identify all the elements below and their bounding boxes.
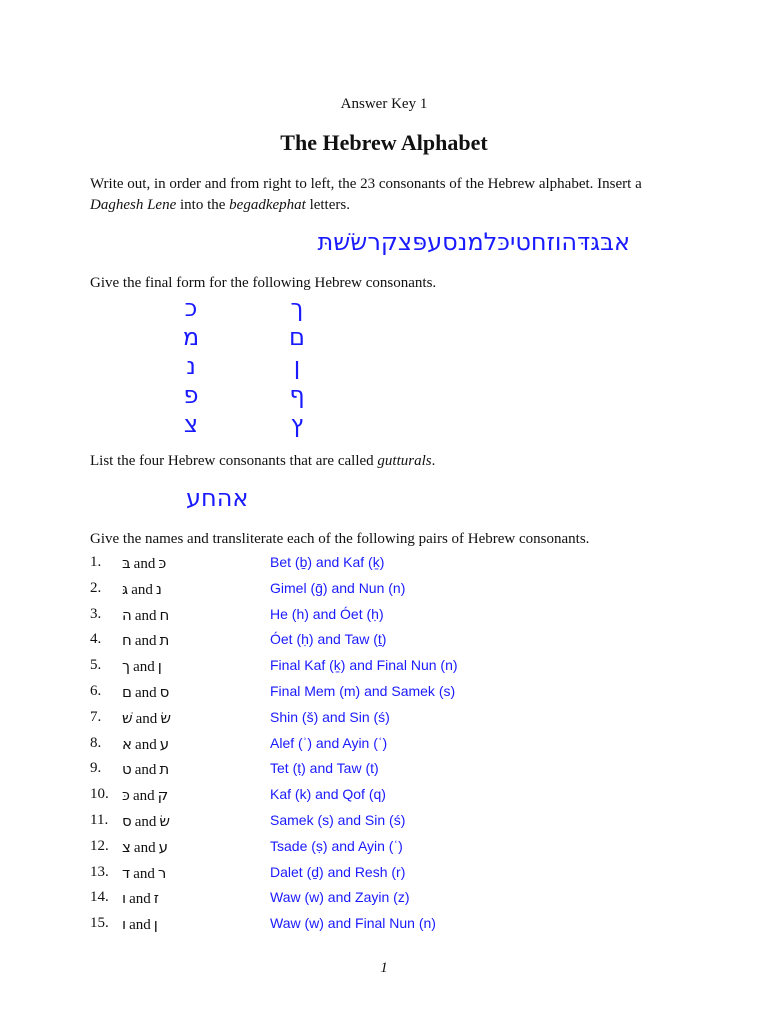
pair-number: 10.: [90, 786, 109, 803]
pair-number: 15.: [90, 915, 109, 932]
and-word: and: [135, 736, 157, 753]
page-title: The Hebrew Alphabet: [280, 130, 488, 155]
hebrew-letter: כּ: [122, 786, 130, 805]
pair-answer: Final Kaf (ḵ) and Final Nun (n): [270, 657, 458, 674]
pair-answer: Final Mem (m) and Samek (s): [270, 683, 456, 699]
instruction-write-alphabet: [90, 174, 740, 216]
pair-answer: Samek (s) and Sin (ś): [270, 812, 406, 828]
hebrew-letter: ז: [153, 889, 159, 908]
final-form-row: [0, 410, 768, 438]
and-word: and: [129, 891, 151, 908]
final-letter: ף: [289, 381, 305, 409]
pair-answer: Kaf (k) and Qof (q): [270, 786, 386, 803]
page-number: 1: [380, 960, 388, 976]
pair-number: 14.: [90, 889, 109, 906]
instruction-text: letters.: [305, 197, 350, 213]
pair-answer: Tet (ṭ) and Taw (t): [270, 760, 379, 777]
pair-letters: [122, 606, 169, 625]
instruction-text: into the: [176, 197, 230, 213]
pair-answer: Waw (w) and Zayin (z): [270, 889, 410, 906]
pair-letters: [122, 683, 169, 702]
hebrew-letter: שׂ: [160, 708, 171, 727]
and-word: and: [132, 788, 155, 805]
regular-letter: מ: [182, 323, 200, 351]
hebrew-letter: ו: [122, 915, 127, 934]
pair-row: [0, 683, 768, 707]
final-letter: ך: [290, 294, 304, 322]
instruction-text: .: [431, 453, 436, 469]
pair-row: [0, 864, 768, 888]
instruction-pairs: Give the names and transliterate each of the following pairs of Hebrew consonants.: [90, 531, 590, 547]
final-form-row: [0, 381, 768, 409]
pair-letters: [122, 864, 166, 883]
hebrew-alphabet-answer: אבּגּדּהוזחטיכּלמנסעפּצקרשׂשׁתּ: [317, 228, 630, 256]
hebrew-letter: ק: [157, 786, 169, 805]
hebrew-letter: כּ: [158, 554, 167, 572]
instruction-final-forms: Give the final form for the following Hebrew consonants.: [90, 275, 437, 291]
pair-row: [0, 812, 768, 836]
final-form-row: [0, 323, 768, 351]
pair-row: [0, 915, 768, 939]
regular-letter: כ: [184, 294, 198, 322]
hebrew-letter: ת: [159, 631, 170, 650]
subtitle: Answer Key 1: [340, 96, 428, 112]
and-word: and: [133, 556, 156, 572]
pair-number: 7.: [90, 708, 102, 725]
term-begadkephat: begadkephat: [229, 197, 306, 213]
pair-row: [0, 889, 768, 913]
and-word: and: [129, 917, 151, 934]
pair-row: [0, 606, 768, 630]
pair-number: 12.: [90, 837, 109, 854]
and-word: and: [134, 607, 157, 624]
gutturals-answer: אהחע: [186, 484, 249, 512]
pair-letters: [122, 812, 170, 831]
hebrew-letter: א: [122, 734, 133, 753]
pair-letters: [122, 631, 169, 650]
hebrew-letter: ט: [122, 760, 132, 779]
pair-answer: Gimel (ḡ) and Nun (n): [270, 579, 406, 596]
and-word: and: [134, 685, 157, 701]
instruction-text: Write out, in order and from right to left, the 23 consonants of the Hebrew alphabet. Insert a: [90, 176, 642, 192]
hebrew-letter: ן: [153, 915, 158, 934]
pair-answer: Óet (ḥ) and Taw (ṯ): [270, 631, 387, 648]
pair-answer: Waw (w) and Final Nun (n): [270, 915, 436, 932]
pair-letters: [122, 580, 162, 599]
pair-answer: Alef (ʾ) and Ayin (ʿ): [270, 734, 388, 751]
pair-letters: [122, 760, 169, 779]
hebrew-letter: ן: [157, 657, 162, 676]
hebrew-letter: ח: [122, 631, 132, 650]
and-word: and: [134, 762, 157, 779]
term-daghesh-lene: Daghesh Lene: [90, 197, 177, 213]
pair-answer: He (h) and Óet (ḥ): [270, 605, 384, 622]
final-form-row: [0, 352, 768, 380]
pair-letters: [122, 735, 169, 754]
pair-row: [0, 735, 768, 759]
pair-row: [0, 786, 768, 810]
and-word: and: [134, 633, 157, 650]
and-word: and: [134, 814, 157, 830]
pair-answer: Bet (ḇ) and Kaf (ḵ): [270, 554, 385, 570]
pair-number: 3.: [90, 605, 102, 622]
and-word: and: [133, 865, 155, 882]
regular-letter: צ: [183, 410, 199, 438]
and-word: and: [133, 839, 156, 856]
pair-number: 5.: [90, 657, 102, 674]
final-form-row: [0, 294, 768, 322]
pair-number: 2.: [90, 579, 102, 596]
pair-row: [0, 760, 768, 784]
pair-row: [0, 657, 768, 681]
pair-row: [0, 631, 768, 655]
final-letter: ן: [293, 352, 301, 380]
and-word: and: [133, 659, 155, 676]
hebrew-letter: שׁ: [122, 708, 133, 727]
final-letter: ם: [289, 323, 305, 351]
and-word: and: [131, 581, 153, 598]
pair-row: [0, 709, 768, 733]
pair-row: [0, 838, 768, 862]
hebrew-letter: ת: [159, 760, 170, 779]
hebrew-letter: נ: [155, 579, 162, 598]
pair-letters: [122, 709, 171, 728]
hebrew-letter: ד: [122, 863, 131, 882]
instruction-gutturals: [90, 451, 740, 472]
hebrew-letter: ע: [159, 734, 170, 753]
hebrew-letter: ע: [158, 837, 168, 856]
pair-number: 6.: [90, 683, 102, 699]
instruction-text: List the four Hebrew consonants that are called: [90, 453, 378, 469]
hebrew-letter: ו: [122, 889, 127, 908]
hebrew-letter: ס: [122, 812, 132, 830]
regular-letter: נ: [186, 352, 196, 380]
pair-letters: [122, 657, 162, 676]
pair-number: 1.: [90, 554, 102, 570]
hebrew-letter: ס: [159, 683, 170, 701]
pair-answer: Tsade (ṣ) and Ayin (ʿ): [270, 837, 403, 854]
regular-letter: פ: [183, 381, 199, 409]
pair-letters: [122, 915, 158, 934]
pair-letters: [122, 838, 168, 857]
hebrew-letter: צ: [122, 837, 131, 856]
pair-number: 9.: [90, 760, 102, 777]
hebrew-letter: בּ: [122, 554, 131, 572]
hebrew-letter: גּ: [122, 579, 129, 598]
hebrew-letter: ם: [122, 683, 132, 701]
hebrew-letter: ח: [159, 605, 170, 624]
pair-row: [0, 580, 768, 604]
pair-answer: Dalet (ḏ) and Resh (r): [270, 863, 406, 880]
pair-letters: [122, 889, 159, 908]
hebrew-letter: ר: [157, 863, 167, 882]
hebrew-letter: שׂ: [159, 812, 171, 830]
pair-number: 13.: [90, 863, 109, 880]
pair-number: 8.: [90, 734, 102, 751]
pair-row: [0, 554, 768, 578]
pair-letters: [122, 786, 168, 805]
pair-number: 4.: [90, 631, 102, 648]
term-gutturals: gutturals: [377, 453, 432, 469]
hebrew-letter: ה: [122, 605, 132, 624]
hebrew-letter: ך: [122, 657, 131, 676]
final-letter: ץ: [290, 410, 304, 438]
pair-number: 11.: [90, 812, 109, 828]
and-word: and: [135, 710, 158, 727]
pair-letters: [122, 554, 166, 573]
pair-answer: Shin (š) and Sin (ś): [270, 708, 390, 725]
